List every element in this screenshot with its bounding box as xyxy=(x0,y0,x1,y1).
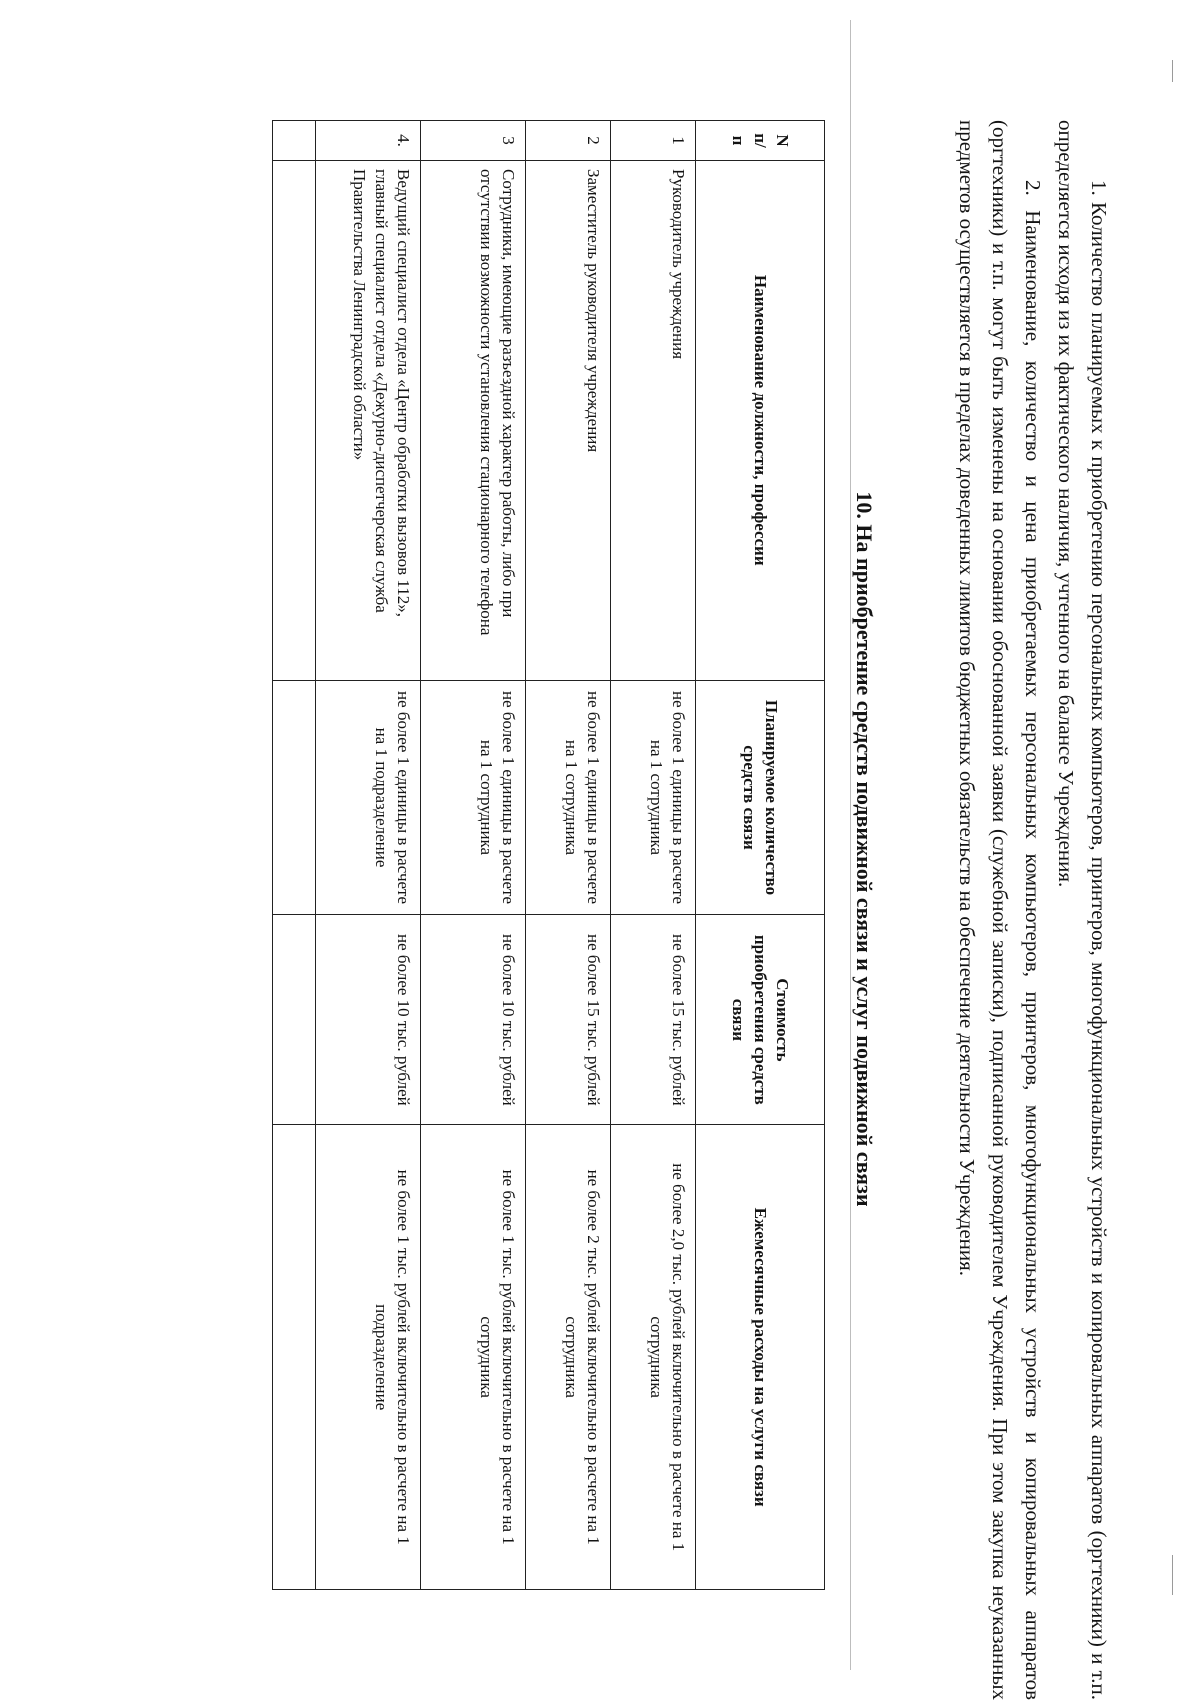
row-cost: не более 15 тыс. рублей xyxy=(526,915,611,1125)
section-title: 10. На приобретение средств подвижной связи и услуг подвижной связи xyxy=(852,491,877,1207)
paragraph-1: 1. Количество планируемых к приобретению персональных компьютеров, принтеров, многофункциональных устройств и копировальных аппаратов (оргтехники) и т.п. определяется исходя из их фактического наличия, учтенного на балансе Учреждения. xyxy=(1054,120,1111,1700)
empty-cell xyxy=(273,680,316,915)
table-row xyxy=(421,121,526,1590)
table-row-empty xyxy=(273,121,316,1590)
header-number: N п/п xyxy=(696,121,825,161)
row-cost: не более 10 тыс. рублей xyxy=(421,915,526,1125)
row-position: Руководитель учреждения xyxy=(611,160,696,680)
paragraph-2: 2. Наименование, количество и цена приобретаемых персональных компьютеров, принтеров, многофункциональных устройств и копировальных аппаратов (оргтехники) и т.п. могут быть изменены на основании обоснованной заявки (служебной записки), подписанной руководителем Учреждения. При этом закупка неуказанных предметов осуществляется в пределах доведенных лимитов бюджетных обязательств на обеспечение деятельности Учреждения. xyxy=(955,120,1045,1700)
empty-cell xyxy=(273,1125,316,1590)
row-quantity: не более 1 единицы в расчете на 1 сотрудника xyxy=(421,680,526,915)
row-quantity: не более 1 единицы в расчете на 1 сотрудника xyxy=(526,680,611,915)
row-monthly-expenses: не более 2,0 тыс. рублей включительно в расчете на 1 сотрудника xyxy=(611,1125,696,1590)
header-position: Наименование должности, профессии xyxy=(696,160,825,680)
table-row xyxy=(316,121,421,1590)
table-row xyxy=(611,121,696,1590)
empty-cell xyxy=(273,160,316,680)
mobile-communication-table xyxy=(272,120,825,1590)
empty-cell xyxy=(273,121,316,161)
header-cost: Стоимость приобретения средств связи xyxy=(696,915,825,1125)
table-header-row xyxy=(696,121,825,1590)
row-quantity: не более 1 единицы в расчете на 1 сотрудника xyxy=(611,680,696,915)
row-quantity: не более 1 единицы в расчете на 1 подразделение xyxy=(316,680,421,915)
empty-cell xyxy=(273,915,316,1125)
row-monthly-expenses: не более 2 тыс. рублей включительно в расчете на 1 сотрудника xyxy=(526,1125,611,1590)
row-number: 4. xyxy=(316,121,421,161)
header-monthly-expenses: Ежемесячные расходы на услуги связи xyxy=(696,1125,825,1590)
intro-paragraphs xyxy=(950,120,1115,1700)
header-quantity: Планируемое количество средств связи xyxy=(696,680,825,915)
row-position: Ведущий специалист отдела «Центр обработки вызовов 112», главный специалист отдела «Дежурно-диспетчерская служба Правительства Ленинградской области» xyxy=(316,160,421,680)
row-position: Заместитель руководителя учреждения xyxy=(526,160,611,680)
row-position: Сотрудники, имеющие разъездной характер работы, либо при отсутствии возможности установления стационарного телефона xyxy=(421,160,526,680)
row-number: 2 xyxy=(526,121,611,161)
row-cost: не более 15 тыс. рублей xyxy=(611,915,696,1125)
row-cost: не более 10 тыс. рублей xyxy=(316,915,421,1125)
table-row xyxy=(526,121,611,1590)
row-number: 1 xyxy=(611,121,696,161)
row-monthly-expenses: не более 1 тыс. рублей включительно в расчете на 1 подразделение xyxy=(316,1125,421,1590)
rotated-page-content xyxy=(125,0,1200,1698)
row-number: 3 xyxy=(421,121,526,161)
row-monthly-expenses: не более 1 тыс. рублей включительно в расчете на 1 сотрудника xyxy=(421,1125,526,1590)
